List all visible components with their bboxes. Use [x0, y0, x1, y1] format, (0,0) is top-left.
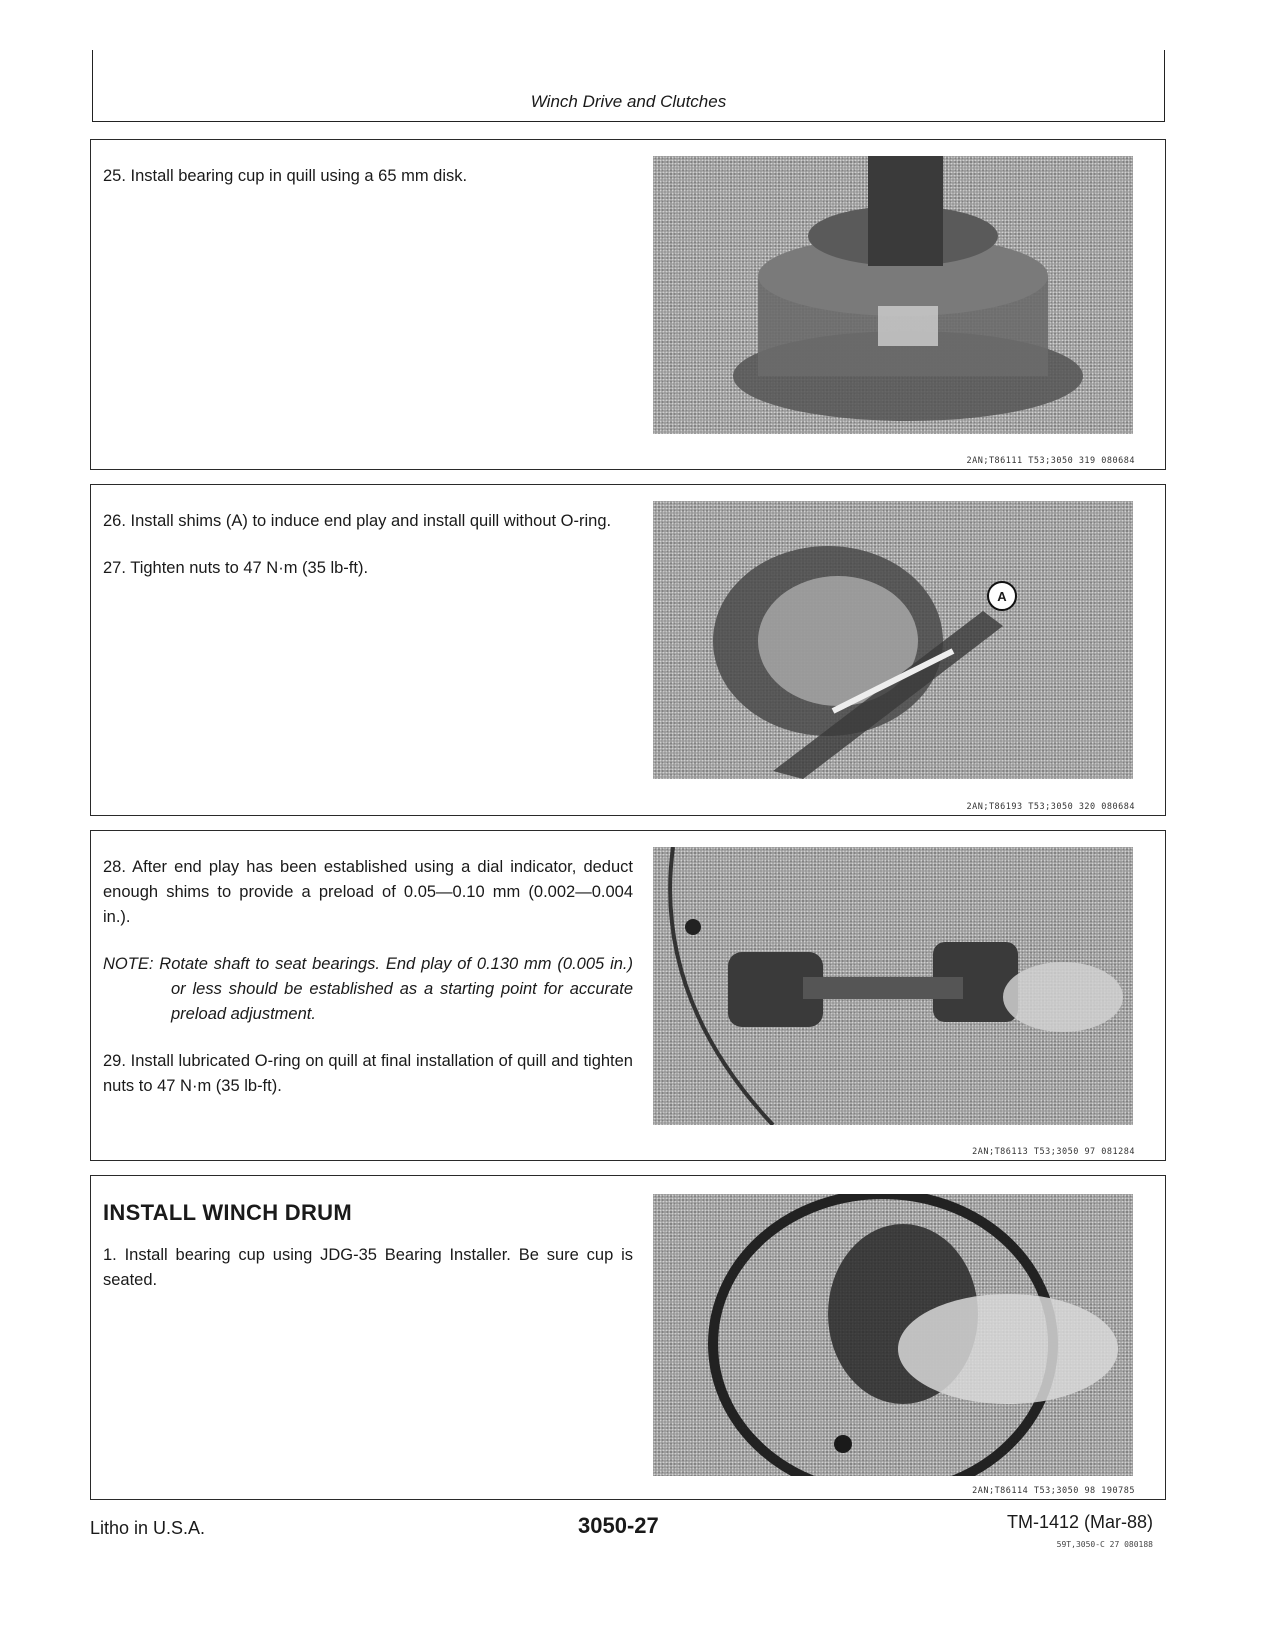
step-26-paragraph: 26. Install shims (A) to induce end play and install quill without O-ring.	[103, 512, 612, 530]
page-header-title: Winch Drive and Clutches	[530, 92, 727, 111]
footer-code: 59T,3050-C 27 080188	[1056, 1540, 1153, 1549]
dial-indicator-photo	[653, 847, 1133, 1125]
step-25-text	[103, 164, 633, 211]
photo-caption: 2AN;T86114 T53;3050 98 190785	[972, 1486, 1135, 1496]
step-29-paragraph: 29. Install lubricated O-ring on quill at final installation of quill and tighten nuts to 47 N·m (35 lb-ft).	[103, 1052, 633, 1095]
dial-indicator-illustration	[653, 847, 1133, 1125]
step-25-section	[90, 139, 1166, 470]
shims-illustration	[653, 501, 1133, 779]
quill-illustration	[653, 156, 1133, 434]
page-number: 3050-27	[578, 1513, 659, 1538]
step-28-29-text	[103, 855, 633, 1121]
photo-caption: 2AN;T86193 T53;3050 320 080684	[966, 802, 1135, 812]
step-27-paragraph: 27. Tighten nuts to 47 N·m (35 lb-ft).	[103, 559, 369, 577]
step-25-paragraph: 25. Install bearing cup in quill using a 65 mm disk.	[103, 167, 468, 185]
footer-manual-id: TM-1412 (Mar-88)	[1006, 1512, 1153, 1532]
step-1-paragraph: 1. Install bearing cup using JDG-35 Bearing Installer. Be sure cup is seated.	[103, 1246, 633, 1289]
step-26-27-text	[103, 509, 633, 603]
callout-a: A	[987, 581, 1017, 611]
install-winch-drum-section	[90, 1175, 1166, 1500]
winch-drum-photo	[653, 1194, 1133, 1476]
header-rule-bottom	[92, 121, 1165, 122]
section-heading: INSTALL WINCH DRUM	[103, 1200, 353, 1225]
photo-caption: 2AN;T86111 T53;3050 319 080684	[966, 456, 1135, 466]
winch-drum-illustration	[653, 1194, 1133, 1476]
footer-litho: Litho in U.S.A.	[90, 1518, 206, 1538]
shims-quill-photo	[653, 501, 1133, 779]
photo-caption: 2AN;T86113 T53;3050 97 081284	[972, 1147, 1135, 1157]
step-26-27-section	[90, 484, 1166, 816]
step-28-paragraph: 28. After end play has been established using a dial indicator, deduct enough shims to provide a preload of 0.05—0.10 mm (0.002—0.004 in.).	[103, 858, 633, 926]
bearing-cup-quill-photo	[653, 156, 1133, 434]
note-paragraph: NOTE: Rotate shaft to seat bearings. End play of 0.130 mm (0.005 in.) or less should be established as a starting point for accurate preload adjustment.	[103, 955, 633, 1023]
step-28-29-section	[90, 830, 1166, 1161]
install-winch-drum-text	[103, 1200, 633, 1315]
